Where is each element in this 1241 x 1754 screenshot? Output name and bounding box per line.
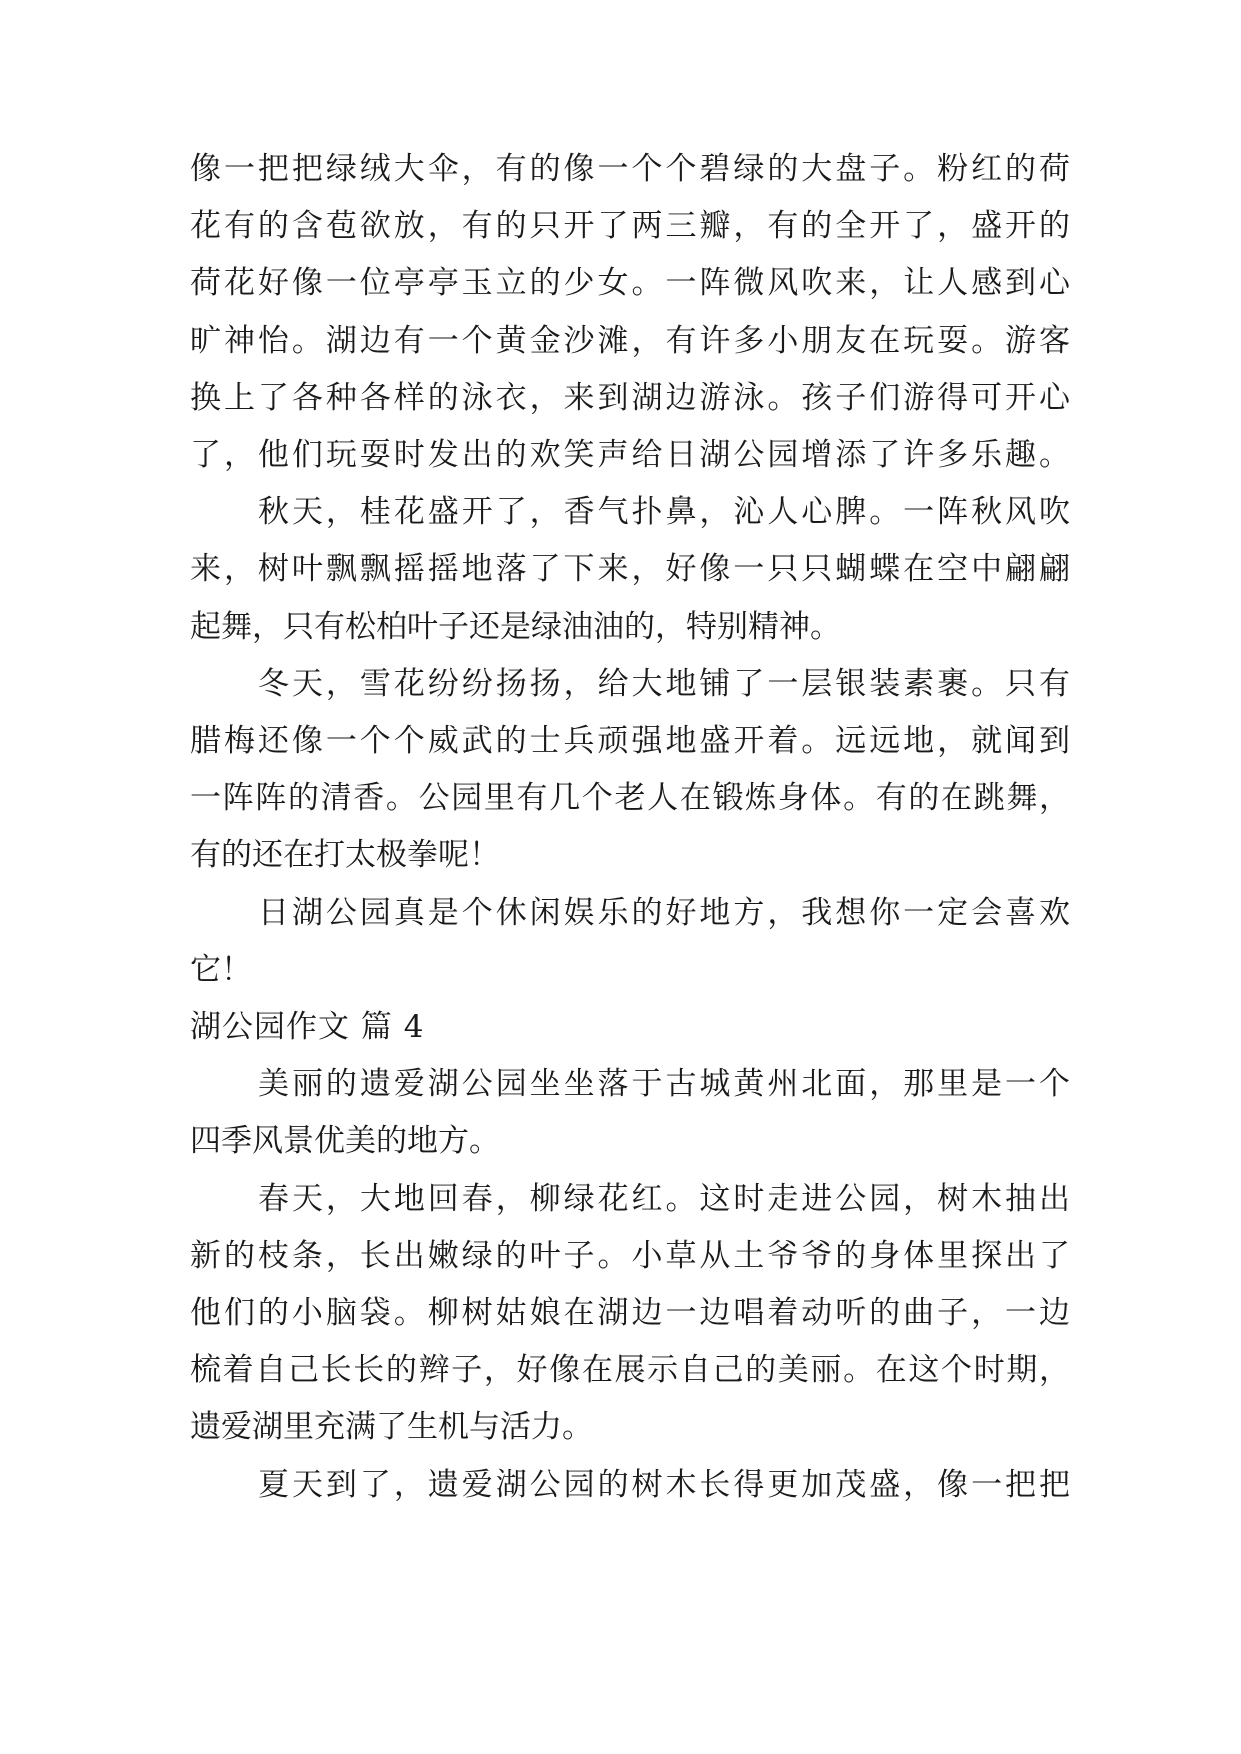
text-line: 一阵阵的清香。公园里有几个老人在锻炼身体。有的在跳舞， (190, 780, 1070, 817)
text-line: 了，他们玩耍时发出的欢笑声给日湖公园增添了许多乐趣。 (190, 437, 1070, 473)
text-line: 它！ (190, 951, 252, 988)
text-line: 像一把把绿绒大伞，有的像一个个碧绿的大盘子。粉红的荷 (190, 151, 1070, 187)
section-heading: 湖公园作文 篇 4 (190, 1009, 425, 1045)
text-line: 秋天，桂花盛开了，香气扑鼻，沁人心脾。一阵秋风吹 (258, 494, 1070, 531)
text-line: 遗爱湖里充满了生机与活力。 (190, 1409, 593, 1446)
text-line: 梳着自己长长的辫子，好像在展示自己的美丽。在这个时期， (190, 1352, 1070, 1389)
text-line: 他们的小脑袋。柳树姑娘在湖边一边唱着动听的曲子，一边 (190, 1295, 1070, 1331)
text-line: 美丽的遗爱湖公园坐坐落于古城黄州北面，那里是一个 (258, 1066, 1070, 1103)
text-line: 换上了各种各样的泳衣，来到湖边游泳。孩子们游得可开心 (190, 379, 1070, 416)
text-line: 新的枝条，长出嫩绿的叶子。小草从土爷爷的身体里探出了 (190, 1237, 1070, 1274)
text-line: 旷神怡。湖边有一个黄金沙滩，有许多小朋友在玩耍。游客 (190, 322, 1070, 359)
text-line: 日湖公园真是个休闲娱乐的好地方，我想你一定会喜欢 (258, 894, 1070, 931)
text-line: 来，树叶飘飘摇摇地落了下来，好像一只只蝴蝶在空中翩翩 (190, 551, 1070, 588)
text-line: 春天，大地回春，柳绿花红。这时走进公园，树木抽出 (258, 1180, 1070, 1217)
text-line: 花有的含苞欲放，有的只开了两三瓣，有的全开了，盛开的 (190, 208, 1070, 245)
text-line: 腊梅还像一个个威武的士兵顽强地盛开着。远远地，就闻到 (190, 723, 1070, 759)
text-line: 起舞，只有松柏叶子还是绿油油的，特别精神。 (190, 608, 841, 645)
text-line: 有的还在打太极拳呢！ (190, 837, 500, 874)
text-line: 夏天到了，遗爱湖公园的树木长得更加茂盛，像一把把 (258, 1466, 1070, 1503)
text-line: 冬天，雪花纷纷扬扬，给大地铺了一层银装素裹。只有 (258, 665, 1070, 702)
text-line: 四季风景优美的地方。 (190, 1123, 500, 1160)
text-line: 荷花好像一位亭亭玉立的少女。一阵微风吹来，让人感到心 (190, 265, 1070, 302)
